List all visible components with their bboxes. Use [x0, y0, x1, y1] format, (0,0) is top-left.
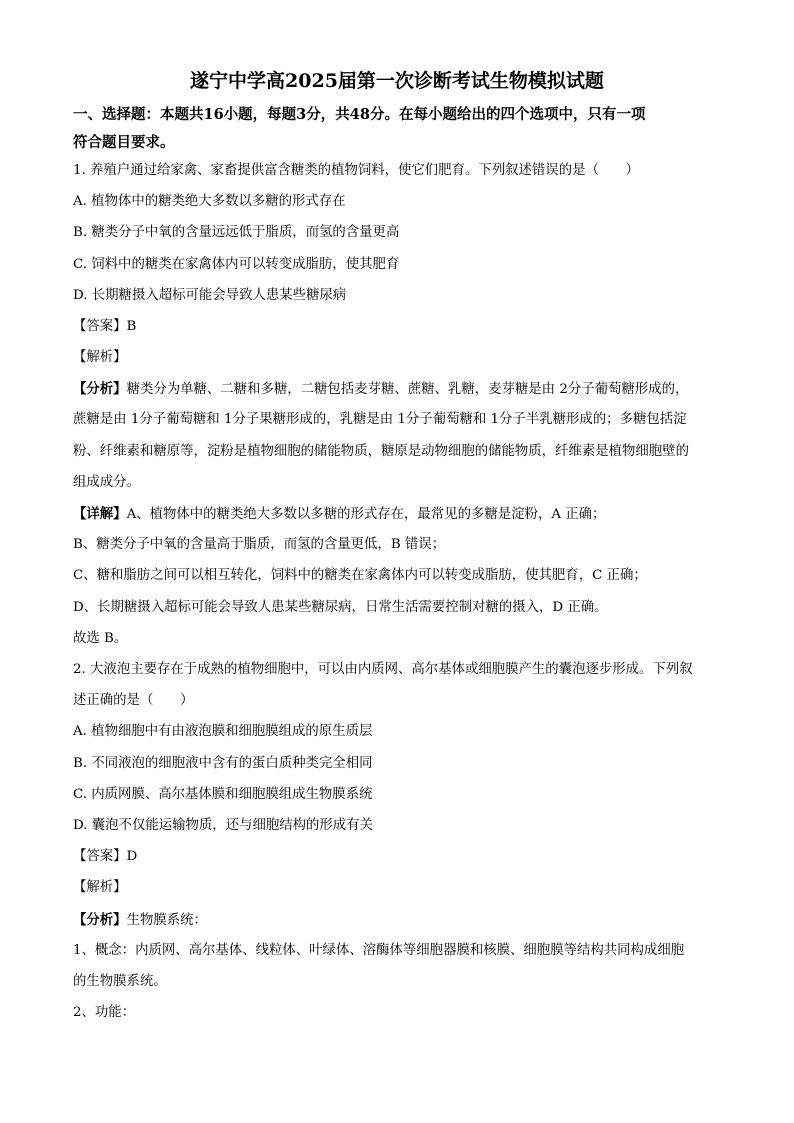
question-2-function-line: 2、功能： [73, 1005, 136, 1020]
question-1-xiangjie-line-4: D、长期糖摄入超标可能会导致人患某些糖尿病，日常生活需要控制对糖的摄入，D 正确。 [73, 600, 608, 615]
question-1-xiangjie-line-3: C、糖和脂肪之间可以相互转化，饲料中的糖类在家禽体内可以转变成脂肪，使其肥育，C 正确； [73, 568, 647, 583]
question-2-option-d: D. 囊泡不仅能运输物质，还与细胞结构的形成有关 [73, 818, 373, 833]
question-2-stem-line-2: 述正确的是（ ） [73, 693, 194, 708]
xiangjie-text: A、植物体中的糖类绝大多数以多糖的形式存在，最常见的多糖是淀粉，A 正确； [126, 507, 606, 522]
question-1-xiangjie-line-2: B、糖类分子中氧的含量高于脂质，而氢的含量更低，B 错误； [73, 537, 446, 552]
fenxi-tag: 【分析】 [73, 912, 127, 928]
page-title: 遂宁中学高2025届第一次诊断考试生物模拟试题 [190, 70, 604, 92]
question-1-option-a: A. 植物体中的糖类绝大多数以多糖的形式存在 [73, 194, 346, 209]
question-2-option-b: B. 不同液泡的细胞液中含有的蛋白质种类完全相同 [73, 756, 373, 771]
question-1-answer: 【答案】B [73, 319, 137, 334]
question-2-option-a: A. 植物细胞中有由液泡膜和细胞膜组成的原生质层 [73, 724, 373, 739]
fenxi-tag: 【分析】 [73, 381, 127, 397]
question-1-fenxi-line-3: 粉、纤维素和糖原等，淀粉是植物细胞的储能物质，糖原是动物细胞的储能物质，纤维素是植物细胞壁的 [73, 444, 689, 459]
question-1-fenxi-line-2: 蔗糖是由 1分子葡萄糖和 1分子果糖形成的，乳糖是由 1分子葡萄糖和 1分子半乳糖形成的；多糖包括淀 [73, 412, 687, 427]
question-1-conclusion: 故选 B。 [73, 631, 128, 646]
question-1-analysis-label: 【解析】 [73, 350, 127, 365]
question-1-fenxi-line-1 [73, 380, 733, 399]
question-1-stem: 1. 养殖户通过给家禽、家畜提供富含糖类的植物饲料，使它们肥育。下列叙述错误的是（ ） [73, 163, 640, 178]
fenxi-text: 生物膜系统： [126, 913, 207, 928]
section-heading-line2: 符合题目要求。 [73, 134, 175, 151]
section-heading-line1: 一、选择题：本题共16小题，每题3分，共48分。在每小题给出的四个选项中，只有一项 [73, 106, 646, 123]
question-2-stem-line-1: 2. 大液泡主要存在于成熟的植物细胞中，可以由内质网、高尔基体或细胞膜产生的囊泡逐步形成。下列叙 [73, 662, 693, 677]
question-1-option-b: B. 糖类分子中氧的含量远远低于脂质，而氢的含量更高 [73, 225, 400, 240]
question-2-concept-line-2: 的生物膜系统。 [73, 974, 167, 989]
question-2-answer: 【答案】D [73, 849, 138, 864]
question-1-option-d: D. 长期糖摄入超标可能会导致人患某些糖尿病 [73, 288, 347, 303]
fenxi-text: 糖类分为单糖、二糖和多糖，二糖包括麦芽糖、蔗糖、乳糖，麦芽糖是由 2分子葡萄糖形成的， [126, 382, 689, 397]
question-1-option-c: C. 饲料中的糖类在家禽体内可以转变成脂肪，使其肥育 [73, 257, 400, 272]
question-2-option-c: C. 内质网膜、高尔基体膜和细胞膜组成生物膜系统 [73, 787, 373, 802]
question-1-xiangjie-line-1 [73, 505, 733, 524]
question-1-fenxi-line-4: 组成成分。 [73, 475, 140, 490]
question-2-analysis-label: 【解析】 [73, 880, 127, 895]
question-2-fenxi-line [73, 911, 733, 930]
question-2-concept-line-1: 1、概念：内质网、高尔基体、线粒体、叶绿体、溶酶体等细胞器膜和核膜、细胞膜等结构共同构成细胞 [73, 943, 685, 958]
xiangjie-tag: 【详解】 [73, 506, 127, 522]
